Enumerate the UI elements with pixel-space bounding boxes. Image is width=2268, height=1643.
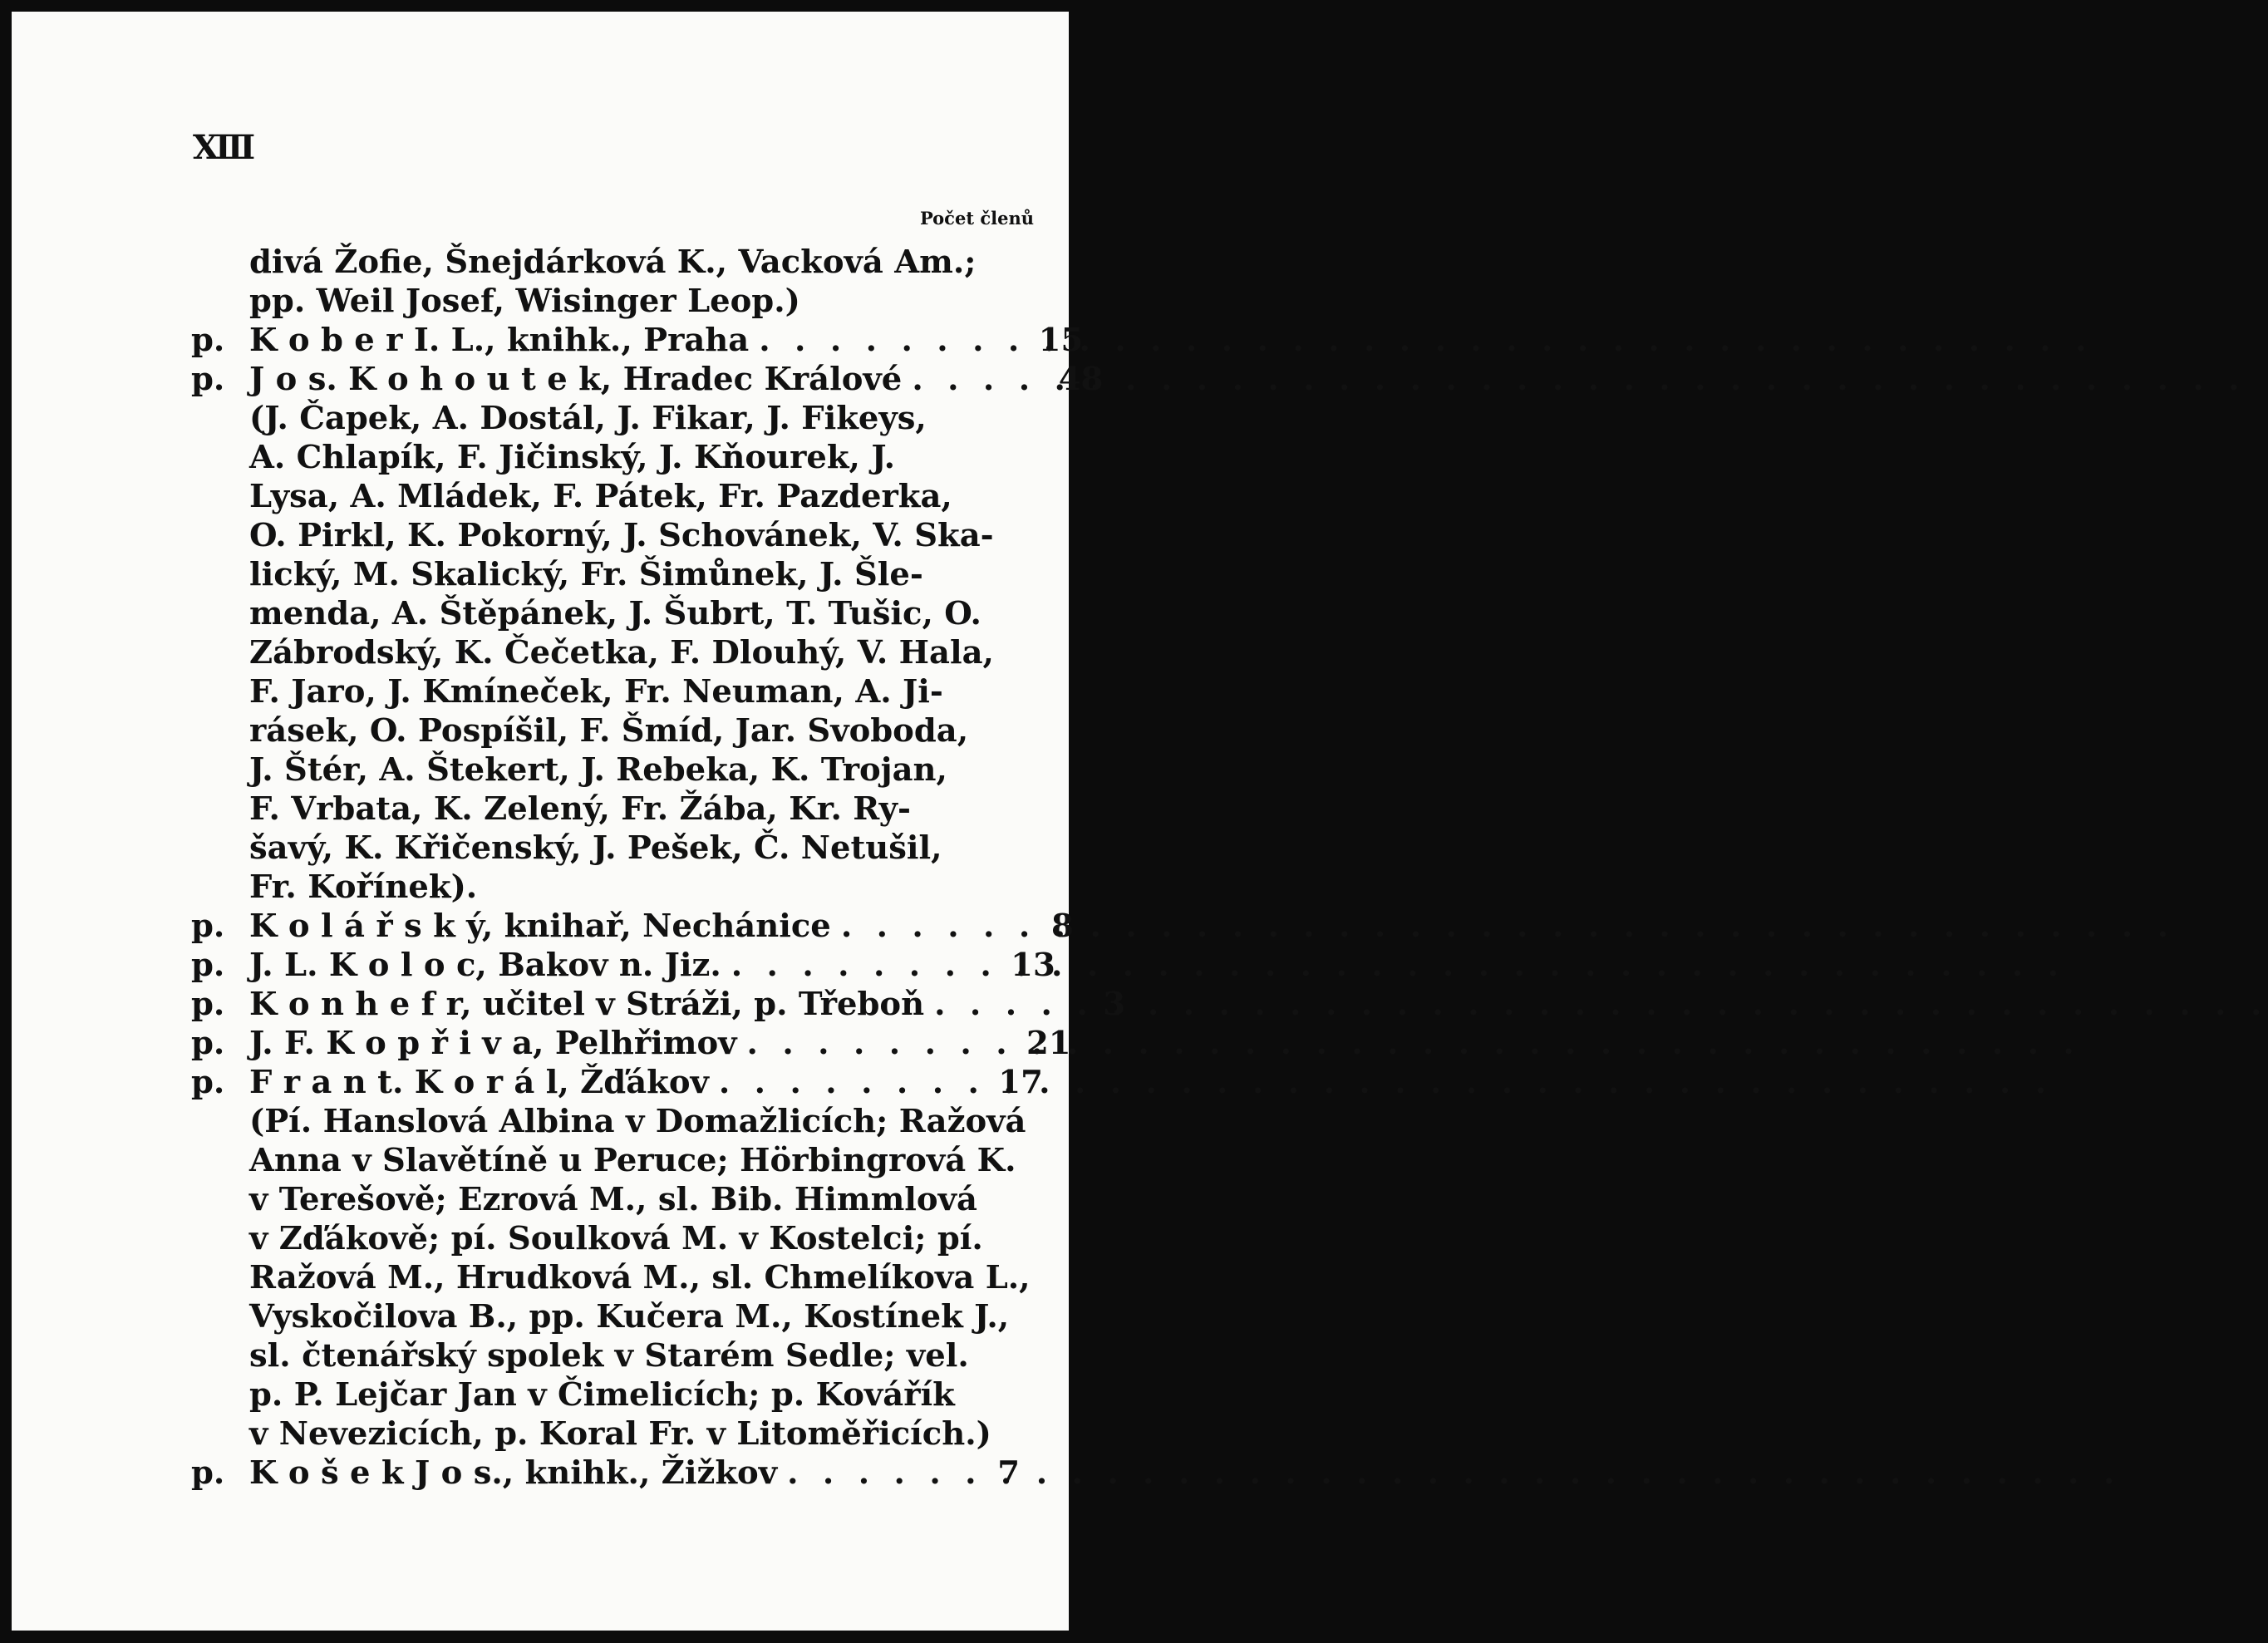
line-text: J o s. K o h o u t e k, Hradec Králové bbox=[249, 361, 903, 398]
line-text: J. F. K o p ř i v a, Pelhřimov bbox=[249, 1025, 737, 1062]
line-text: rásek, O. Pospíšil, F. Šmíd, Jar. Svoboda, bbox=[249, 712, 969, 750]
list-line bbox=[191, 516, 997, 555]
entry-name bbox=[249, 360, 1020, 399]
line-prefix: p. bbox=[191, 1025, 225, 1062]
list-entry bbox=[191, 985, 1126, 1024]
line-text: Ražová M., Hrudková M., sl. Chmelíkova L., bbox=[249, 1259, 1031, 1296]
dot-leader bbox=[719, 1063, 960, 1102]
dot-leader bbox=[841, 907, 991, 946]
list-entry bbox=[191, 1024, 1071, 1063]
list-line bbox=[191, 1414, 997, 1454]
line-text: (J. Čapek, A. Dostál, J. Fikar, J. Fikeys, bbox=[249, 400, 927, 437]
line-text: v Nevezicích, p. Koral Fr. v Litoměřicích.) bbox=[249, 1415, 991, 1453]
line-text: Lysa, A. Mládek, F. Pátek, Fr. Pazderka, bbox=[249, 478, 952, 515]
line-text: Zábrodský, K. Čečetka, F. Dlouhý, V. Hala, bbox=[249, 634, 994, 671]
line-text: Fr. Kořínek). bbox=[249, 868, 478, 906]
member-count: 48 bbox=[1058, 361, 1104, 398]
line-text: p. P. Lejčar Jan v Čimelicích; p. Kovářík bbox=[249, 1376, 955, 1414]
list-line bbox=[191, 1219, 997, 1258]
member-count: 13 bbox=[1011, 947, 1055, 984]
dot-leader bbox=[759, 321, 1000, 360]
book-page bbox=[12, 12, 1126, 1631]
page-number: XIII bbox=[193, 128, 253, 167]
line-prefix: p. bbox=[191, 908, 225, 945]
line-prefix: p. bbox=[191, 361, 225, 398]
member-count: 3 bbox=[1103, 986, 1126, 1023]
line-prefix: p. bbox=[191, 947, 225, 984]
member-count: 7 bbox=[997, 1454, 1021, 1492]
dot-leader bbox=[747, 1024, 988, 1063]
list-line bbox=[191, 1297, 1010, 1336]
line-text: F. Jaro, J. Kmíneček, Fr. Neuman, A. Ji- bbox=[249, 673, 943, 711]
dot-leader bbox=[787, 1454, 937, 1493]
list-line bbox=[191, 633, 997, 672]
member-count: 8 bbox=[1051, 908, 1074, 945]
line-text: K o n h e f r, učitel v Stráži, p. Třeboň bbox=[249, 986, 925, 1023]
list-line bbox=[191, 750, 997, 790]
list-entry bbox=[191, 1454, 1021, 1493]
list-line bbox=[191, 282, 997, 321]
dot-leader bbox=[731, 946, 972, 985]
list-entry bbox=[191, 321, 1084, 360]
line-text: K o b e r I. L., knihk., Praha bbox=[249, 322, 750, 359]
list-line bbox=[191, 555, 997, 594]
member-list bbox=[191, 243, 1126, 1493]
line-text: Anna v Slavětíně u Peruce; Hörbingrová K. bbox=[249, 1142, 1016, 1179]
list-line bbox=[191, 399, 997, 438]
entry-name bbox=[249, 1024, 988, 1063]
member-count: 17 bbox=[998, 1064, 1043, 1101]
list-entry bbox=[191, 946, 1055, 985]
line-text: Vyskočilova B., pp. Kučera M., Kostínek J., bbox=[249, 1298, 1010, 1336]
member-count: 15 bbox=[1038, 322, 1084, 359]
line-prefix: p. bbox=[191, 322, 225, 359]
line-prefix: p. bbox=[191, 1064, 225, 1101]
list-line bbox=[191, 1336, 997, 1375]
list-line bbox=[191, 829, 997, 868]
line-text: menda, A. Štěpánek, J. Šubrt, T. Tušic, O. bbox=[249, 595, 981, 632]
list-line bbox=[191, 477, 997, 516]
line-text: v Terešově; Ezrová M., sl. Bib. Himmlová bbox=[249, 1181, 977, 1218]
entry-name bbox=[249, 907, 991, 946]
dot-leader bbox=[912, 360, 1020, 399]
entry-name bbox=[249, 321, 1000, 360]
line-text: sl. čtenářský spolek v Starém Sedle; vel. bbox=[249, 1337, 969, 1375]
line-text: F. Vrbata, K. Zelený, Fr. Žába, Kr. Ry- bbox=[249, 790, 911, 828]
list-line bbox=[191, 1141, 1016, 1180]
list-line bbox=[191, 1102, 1026, 1141]
line-prefix: p. bbox=[191, 1454, 225, 1492]
list-line bbox=[191, 1180, 997, 1219]
line-text: K o š e k J o s., knihk., Žižkov bbox=[249, 1454, 778, 1492]
entry-name bbox=[249, 1454, 937, 1493]
line-text: F r a n t. K o r á l, Žďákov bbox=[249, 1064, 709, 1101]
list-line bbox=[191, 243, 997, 282]
list-line bbox=[191, 1258, 1031, 1297]
line-text: v Zďákově; pí. Soulková M. v Kostelci; pí. bbox=[249, 1220, 983, 1257]
line-text: J. L. K o l o c, Bakov n. Jiz. bbox=[249, 947, 721, 984]
member-count: 21 bbox=[1026, 1025, 1071, 1062]
list-entry bbox=[191, 360, 1104, 399]
line-text: lický, M. Skalický, Fr. Šimůnek, J. Šle- bbox=[249, 556, 923, 593]
entry-name bbox=[249, 985, 1042, 1024]
list-line bbox=[191, 790, 997, 829]
line-text: J. Štér, A. Štekert, J. Rebeka, K. Trojan, bbox=[249, 751, 947, 789]
line-text: (Pí. Hanslová Albina v Domažlicích; Ražová bbox=[249, 1103, 1026, 1140]
list-line bbox=[191, 711, 997, 750]
list-line bbox=[191, 594, 997, 633]
entry-name bbox=[249, 1063, 960, 1102]
list-entry bbox=[191, 907, 1074, 946]
line-prefix: p. bbox=[191, 986, 225, 1023]
line-text: A. Chlapík, F. Jičinský, J. Kňourek, J. bbox=[249, 439, 895, 476]
dot-leader bbox=[934, 985, 1042, 1024]
list-line bbox=[191, 1375, 997, 1414]
list-line bbox=[191, 868, 997, 907]
line-text: divá Žofie, Šnejdárková K., Vacková Am.; bbox=[249, 243, 977, 281]
line-text: šavý, K. Křičenský, J. Pešek, Č. Netušil, bbox=[249, 829, 942, 867]
column-header: Počet členů bbox=[919, 208, 1034, 229]
entry-name bbox=[249, 946, 972, 985]
list-entry bbox=[191, 1063, 1043, 1102]
list-line bbox=[191, 672, 997, 711]
line-text: O. Pirkl, K. Pokorný, J. Schovánek, V. Ska- bbox=[249, 517, 994, 554]
list-line bbox=[191, 438, 997, 477]
line-text: pp. Weil Josef, Wisinger Leop.) bbox=[249, 283, 800, 320]
line-text: K o l á ř s k ý, knihař, Nechánice bbox=[249, 908, 831, 945]
